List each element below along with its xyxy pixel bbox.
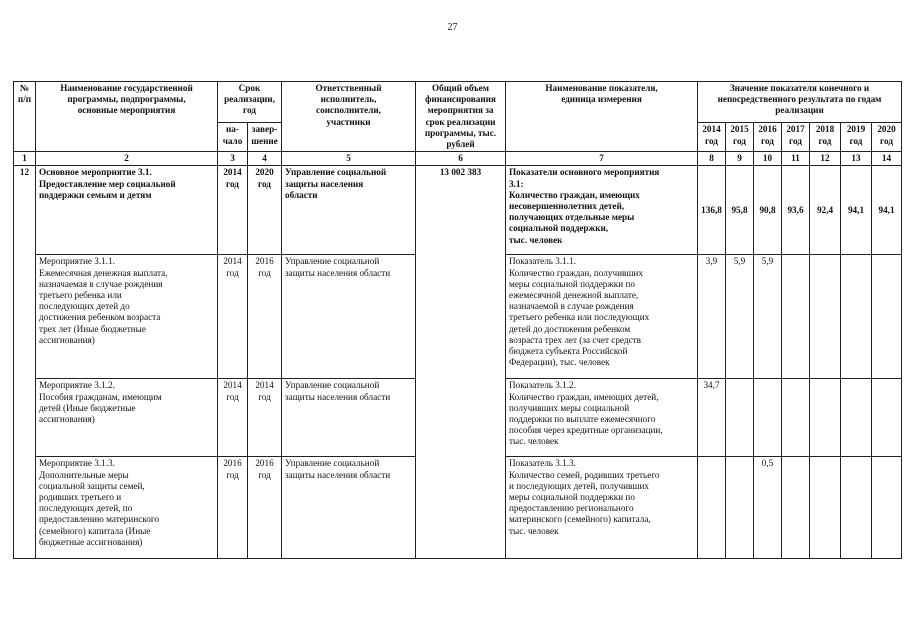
value-2019 — [841, 379, 872, 457]
value-2018 — [810, 255, 841, 379]
term-start: 2014 год — [218, 379, 248, 457]
column-number: 12 — [810, 152, 841, 166]
column-number: 11 — [782, 152, 810, 166]
value-2019 — [841, 457, 872, 559]
funding-total: 13 002 383 — [416, 166, 506, 559]
header-program-name: Наименование государственной программы, подпрограммы, основные мероприятия — [36, 82, 218, 152]
indicator: Показатель 3.1.3. Количество семей, родивших третьего и последующих детей, получивших меры социальной поддержки по предоставлению регионального материнского (семейного) капитала, тыс. человек — [506, 457, 698, 559]
value-2018: 92,4 — [810, 166, 841, 255]
header-end: завер- шение — [248, 123, 282, 152]
value-2019: 94,1 — [841, 166, 872, 255]
header-year-2014: 2014 год — [698, 123, 726, 152]
header-term: Срок реализации, год — [218, 82, 282, 123]
measure-name: Мероприятие 3.1.1. Ежемесячная денежная выплата, назначаемая в случае рождения третьего ребенка или последующих детей до достижения ребенком возраста трех лет (Иные бюджетные ассигнования) — [36, 255, 218, 379]
value-2020: 94,1 — [872, 166, 902, 255]
term-end: 2016 год — [248, 255, 282, 379]
value-2020 — [872, 255, 902, 379]
table-row-main-measure — [14, 166, 902, 255]
header-row-1 — [14, 82, 902, 123]
page-number: 27 — [447, 22, 458, 33]
value-2018 — [810, 457, 841, 559]
header-start: на- чало — [218, 123, 248, 152]
value-2020 — [872, 379, 902, 457]
value-2020 — [872, 457, 902, 559]
column-number: 3 — [218, 152, 248, 166]
column-number: 6 — [416, 152, 506, 166]
indicator: Показатели основного мероприятия 3.1: Количество граждан, имеющих несовершеннолетних детей, получающих отдельные меры социальной поддержки, тыс. человек — [506, 166, 698, 255]
value-2014: 136,8 — [698, 166, 726, 255]
column-number: 1 — [14, 152, 36, 166]
term-start: 2014 год — [218, 255, 248, 379]
column-number: 10 — [754, 152, 782, 166]
value-2014: 3,9 — [698, 255, 726, 379]
term-end: 2016 год — [248, 457, 282, 559]
header-executor: Ответственный исполнитель, соисполнители, участники — [282, 82, 416, 152]
column-number: 9 — [726, 152, 754, 166]
value-2016: 90,8 — [754, 166, 782, 255]
column-number: 14 — [872, 152, 902, 166]
column-number: 7 — [506, 152, 698, 166]
value-2016: 5,9 — [754, 255, 782, 379]
value-2015 — [726, 379, 754, 457]
program-table — [13, 81, 902, 559]
value-2016: 0,5 — [754, 457, 782, 559]
value-2016 — [754, 379, 782, 457]
value-2015: 5,9 — [726, 255, 754, 379]
header-year-2018: 2018 год — [810, 123, 841, 152]
value-2018 — [810, 379, 841, 457]
executor: Управление социальной защиты населения области — [282, 379, 416, 457]
column-number-row — [14, 152, 902, 166]
header-year-2017: 2017 год — [782, 123, 810, 152]
indicator: Показатель 3.1.2. Количество граждан, имеющих детей, получивших меры социальной поддержки по выплате ежемесячного пособия через кредитные организации, тыс. человек — [506, 379, 698, 457]
column-number: 13 — [841, 152, 872, 166]
header-year-2016: 2016 год — [754, 123, 782, 152]
column-number: 2 — [36, 152, 218, 166]
term-end: 2014 год — [248, 379, 282, 457]
value-2017: 93,6 — [782, 166, 810, 255]
header-year-2020: 2020 год — [872, 123, 902, 152]
measure-name: Основное мероприятие 3.1. Предоставление мер социальной поддержки семьям и детям — [36, 166, 218, 255]
executor: Управление социальной защиты населения области — [282, 457, 416, 559]
measure-name: Мероприятие 3.1.2. Пособия гражданам, имеющим детей (Иные бюджетные ассигнования) — [36, 379, 218, 457]
column-number: 5 — [282, 152, 416, 166]
row-number: 12 — [14, 166, 36, 559]
measure-name: Мероприятие 3.1.3. Дополнительные меры социальной защиты семей, родивших третьего и последующих детей, по предоставлению материнского (семейного) капитала (Иные бюджетные ассигнования) — [36, 457, 218, 559]
executor: Управление социальной защиты населения области — [282, 255, 416, 379]
value-2014 — [698, 457, 726, 559]
value-2015 — [726, 457, 754, 559]
header-indicator: Наименование показателя, единица измерения — [506, 82, 698, 152]
header-number: № п/п — [14, 82, 36, 152]
term-start: 2014 год — [218, 166, 248, 255]
header-funding: Общий объем финансирования мероприятия за срок реализации программы, тыс. рублей — [416, 82, 506, 152]
value-2017 — [782, 457, 810, 559]
header-year-2015: 2015 год — [726, 123, 754, 152]
value-2015: 95,8 — [726, 166, 754, 255]
column-number: 8 — [698, 152, 726, 166]
indicator: Показатель 3.1.1. Количество граждан, получивших меры социальной поддержки по ежемесячной денежной выплате, назначаемой в случае рождения третьего ребенка или последующих детей до достижения ребенком возраста трех лет (за счет средств бюджета субъекта Российской Федерации), тыс. человек — [506, 255, 698, 379]
executor: Управление социальной защиты населения области — [282, 166, 416, 255]
term-start: 2016 год — [218, 457, 248, 559]
value-2019 — [841, 255, 872, 379]
header-year-2019: 2019 год — [841, 123, 872, 152]
value-2017 — [782, 255, 810, 379]
column-number: 4 — [248, 152, 282, 166]
value-2017 — [782, 379, 810, 457]
term-end: 2020 год — [248, 166, 282, 255]
value-2014: 34,7 — [698, 379, 726, 457]
header-values: Значение показателя конечного и непосредственного результата по годам реализации — [698, 82, 902, 123]
